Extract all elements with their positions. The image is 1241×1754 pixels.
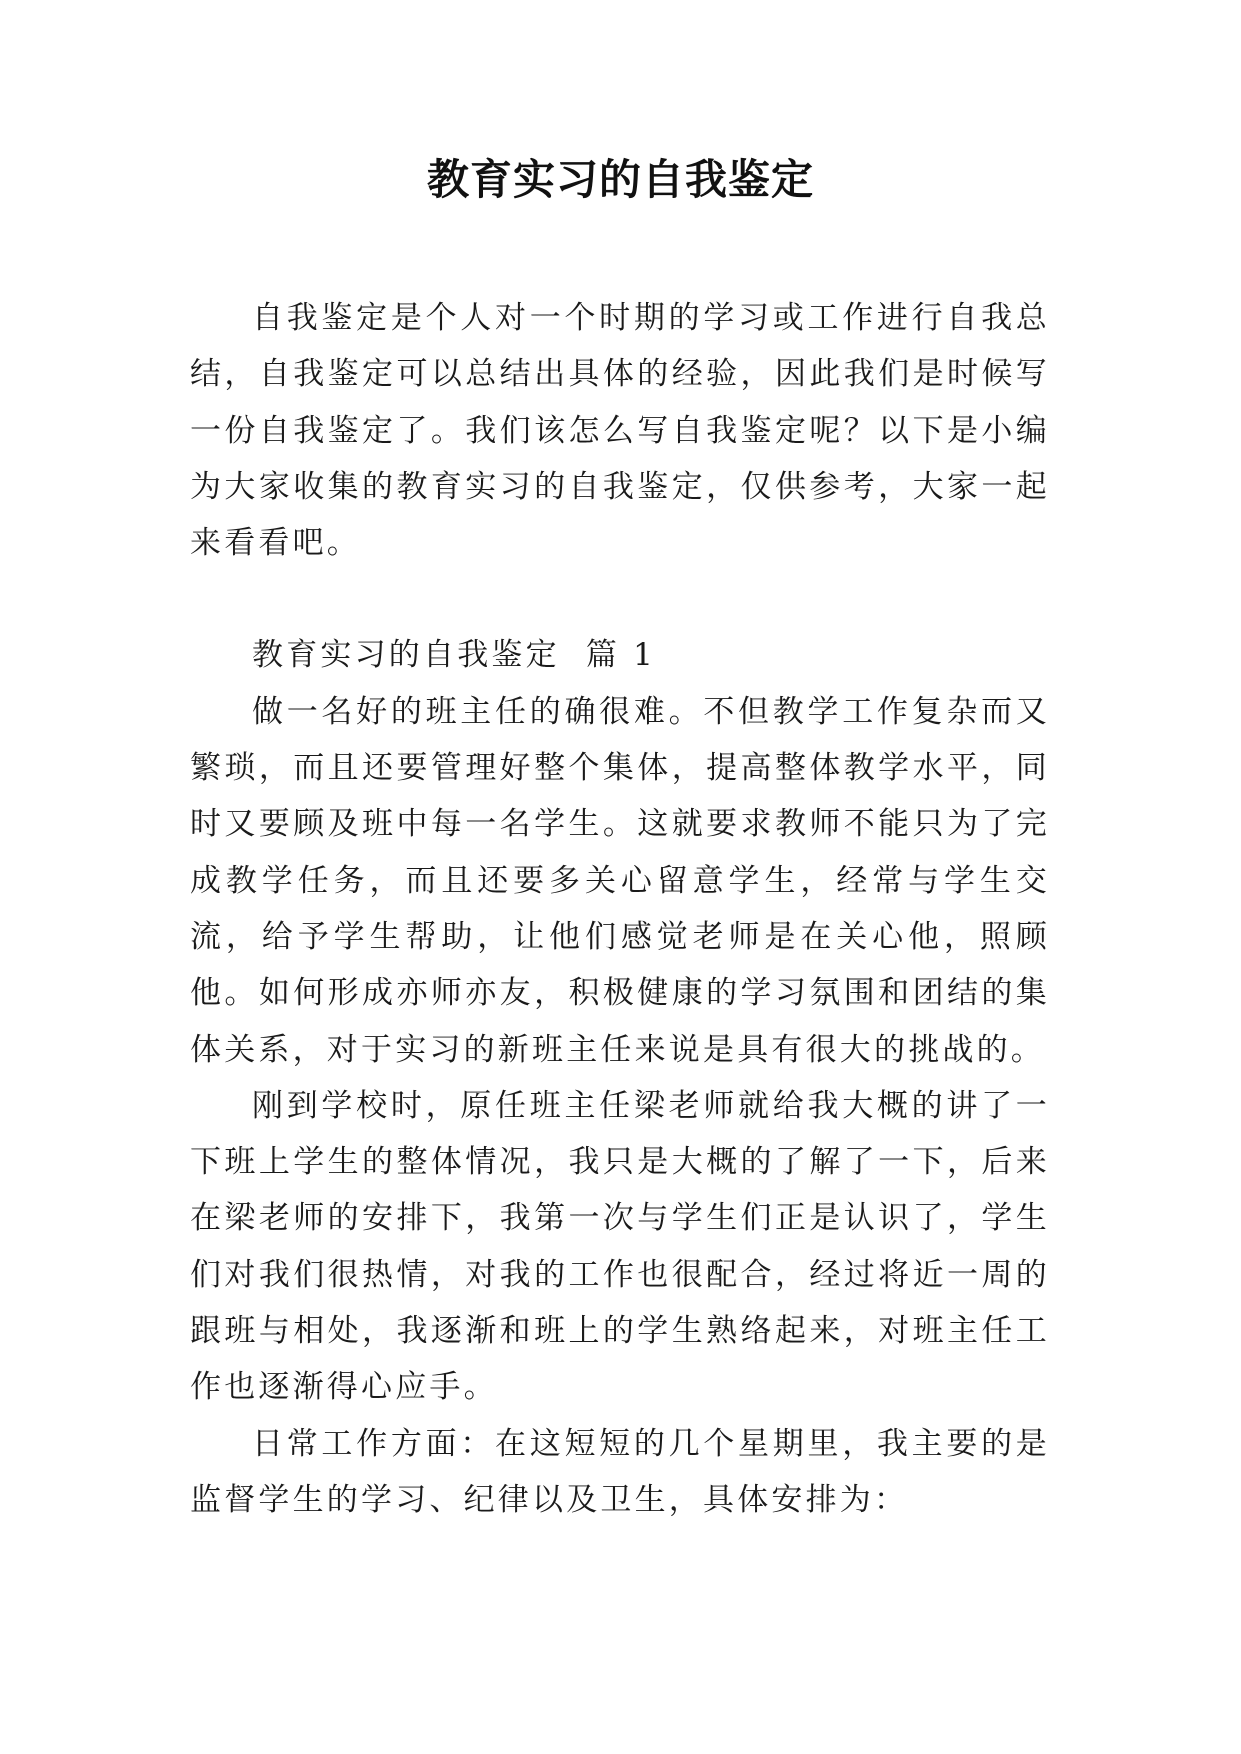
document-title: 教育实习的自我鉴定 <box>426 155 814 204</box>
section-heading: 教育实习的自我鉴定 篇 1 <box>252 637 657 674</box>
body-paragraph: 做一名好的班主任的确很难。不但教学工作复杂而又繁琐，而且还要管理好整个集体，提高整体教学水平，同时又要顾及班中每一名学生。这就要求教师不能只为了完成教学任务，而且还要多关心留意学生，经常与学生交流，给予学生帮助，让他们感觉老师是在关心他，照顾他。如何形成亦师亦友，积极健康的学习氛围和团结的集体关系，对于实习的新班主任来说是具有很大的挑战的。 <box>190 693 1050 1068</box>
body-paragraph: 刚到学校时，原任班主任梁老师就给我大概的讲了一下班上学生的整体情况，我只是大概的了解了一下，后来在梁老师的安排下，我第一次与学生们正是认识了，学生们对我们很热情，对我的工作也很配合，经过将近一周的跟班与相处，我逐渐和班上的学生熟络起来，对班主任工作也逐渐得心应手。 <box>190 1087 1050 1406</box>
body-paragraph: 日常工作方面：在这短短的几个星期里，我主要的是监督学生的学习、纪律以及卫生，具体安排为： <box>190 1425 1050 1518</box>
intro-paragraph: 自我鉴定是个人对一个时期的学习或工作进行自我总结，自我鉴定可以总结出具体的经验，因此我们是时候写一份自我鉴定了。我们该怎么写自我鉴定呢？以下是小编为大家收集的教育实习的自我鉴定，仅供参考，大家一起来看看吧。 <box>190 300 1050 562</box>
document-body <box>190 290 1050 1528</box>
